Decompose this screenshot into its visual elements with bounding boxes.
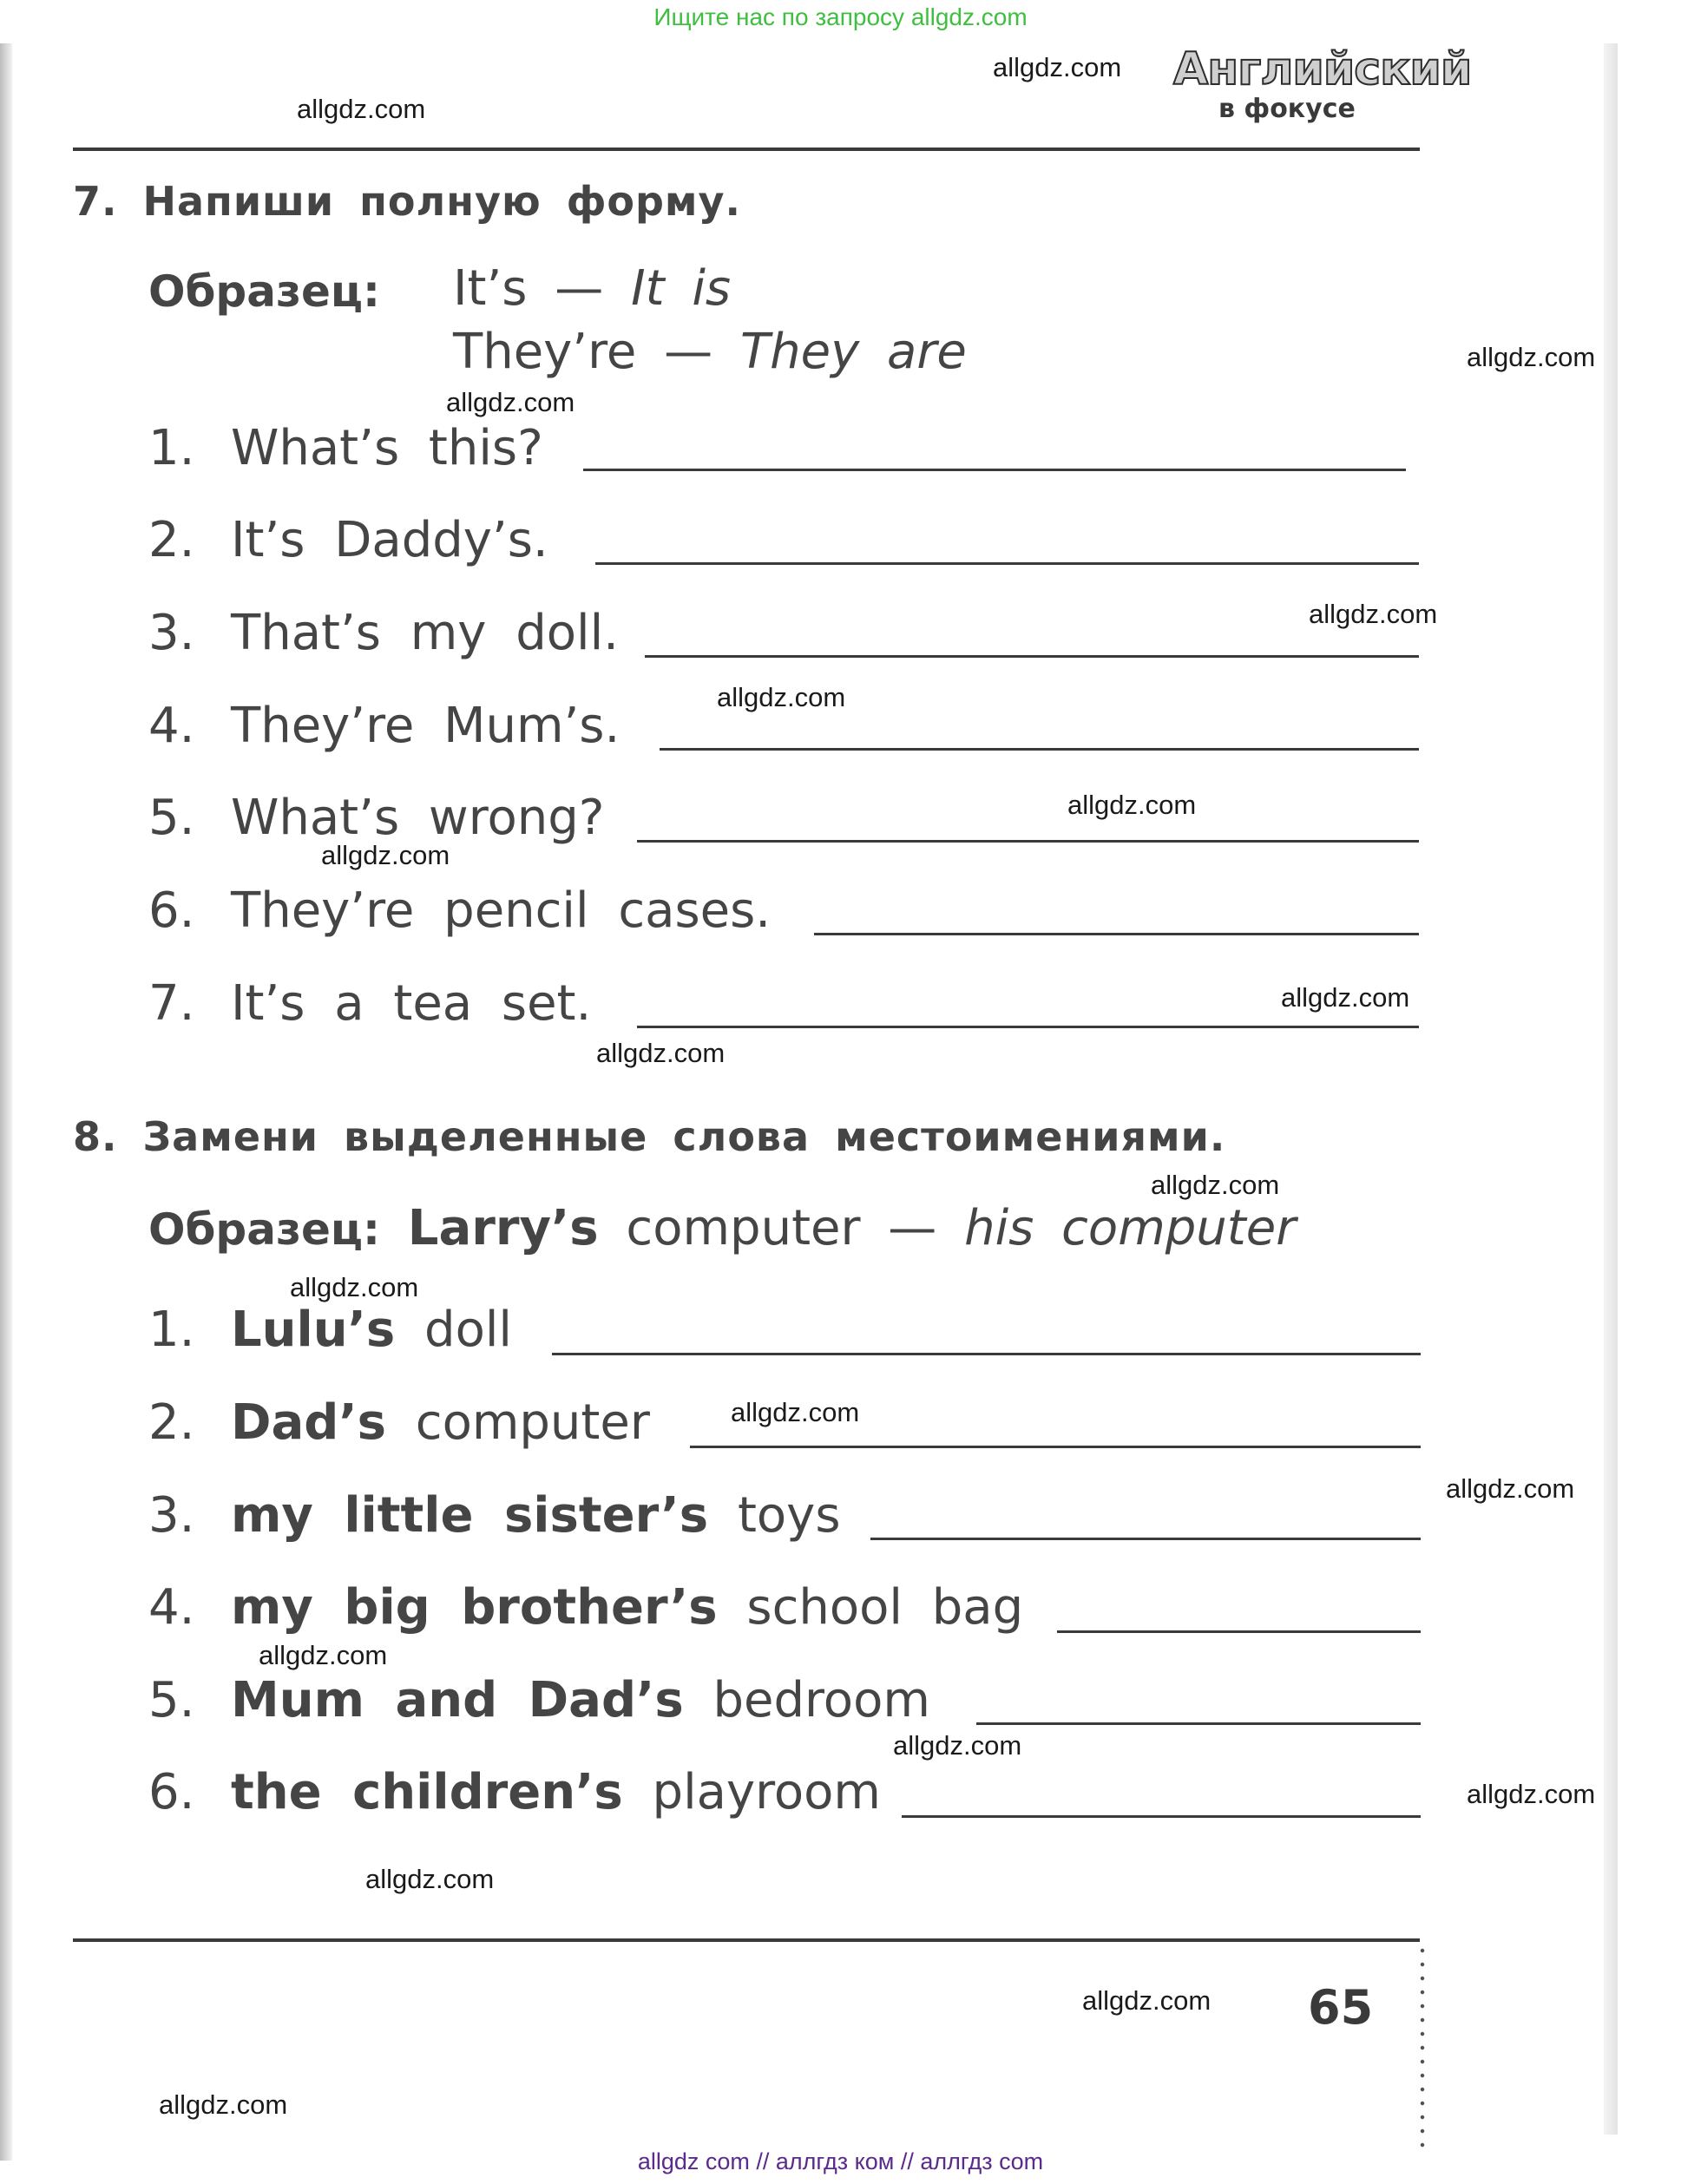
item-highlighted-words: Dad’s: [231, 1394, 386, 1451]
sample-1-contraction: It’s —: [453, 260, 604, 317]
watermark: allgdz.com: [365, 1864, 495, 1894]
watermark: allgdz.com: [259, 1640, 388, 1670]
item-highlighted-words: the children’s: [231, 1764, 623, 1820]
exercise-8-heading: 8. Замени выделенные слова местоимениями.: [73, 1113, 1226, 1160]
sample-1-full-form: It is: [631, 260, 732, 317]
item-number: 1.: [148, 1302, 195, 1358]
exercise-7-heading: 7. Напиши полную форму.: [73, 178, 741, 225]
page-right-edge: [1604, 43, 1618, 2135]
book-logo: [1173, 43, 1472, 130]
binding-dots: [1420, 1944, 1425, 2152]
ex7-item-2: [148, 512, 548, 568]
watermark: allgdz.com: [717, 682, 846, 712]
logo-title: Английский: [1173, 43, 1472, 95]
watermark: allgdz.com: [159, 2089, 288, 2120]
page-number: 65: [1308, 1980, 1374, 2035]
sample-2-full-form: They are: [739, 324, 967, 380]
ex7-item-3: [148, 605, 619, 661]
item-number: 5.: [148, 1672, 195, 1728]
ex8-item-6: [148, 1764, 881, 1820]
watermark: allgdz.com: [731, 1397, 860, 1427]
item-number: 3.: [148, 605, 195, 661]
ex7-item-6: [148, 882, 771, 939]
item-text: It’s Daddy’s.: [231, 512, 548, 568]
watermark: allgdz.com: [1467, 342, 1596, 372]
watermark: allgdz.com: [893, 1730, 1022, 1761]
ex7-item-5: [148, 790, 605, 846]
watermark: allgdz.com: [596, 1038, 726, 1068]
item-object: bedroom: [712, 1672, 930, 1728]
item-text: What’s this?: [231, 420, 543, 476]
item-number: 1.: [148, 420, 195, 476]
item-object: school bag: [746, 1579, 1024, 1636]
ex7-answer-line-5[interactable]: [637, 840, 1419, 843]
ex8-item-4: [148, 1579, 1023, 1636]
item-object: playroom: [652, 1764, 881, 1820]
watermark: allgdz.com: [1082, 1985, 1212, 2016]
exercise-8-sample-label: Образец:: [148, 1204, 380, 1255]
ex8-answer-line-2[interactable]: [690, 1446, 1421, 1448]
item-object: toys: [737, 1487, 841, 1544]
sample-answer: his computer: [964, 1200, 1297, 1256]
watermark: allgdz.com: [446, 387, 575, 417]
item-object: doll: [424, 1302, 512, 1358]
ex7-answer-line-6[interactable]: [814, 933, 1419, 935]
ex8-item-2: [148, 1394, 650, 1451]
ex7-answer-line-3[interactable]: [645, 655, 1419, 658]
header-rule: [73, 148, 1420, 151]
item-number: 2.: [148, 512, 195, 568]
logo-subtitle: в фокусе: [1218, 94, 1356, 124]
item-number: 5.: [148, 790, 195, 846]
ex8-answer-line-1[interactable]: [552, 1353, 1421, 1355]
item-text: It’s a tea set.: [231, 975, 592, 1032]
ex7-answer-line-4[interactable]: [660, 748, 1419, 751]
exercise-7-sample-line-1: [453, 260, 731, 317]
item-text: They’re pencil cases.: [231, 882, 772, 939]
sample-object: computer —: [626, 1200, 937, 1256]
watermark: allgdz.com: [1446, 1473, 1575, 1504]
item-number: 4.: [148, 1579, 195, 1636]
ex8-answer-line-4[interactable]: [1057, 1630, 1421, 1633]
ex8-item-1: [148, 1302, 512, 1358]
ex7-answer-line-7[interactable]: [637, 1026, 1419, 1028]
item-number: 6.: [148, 1764, 195, 1820]
watermark: allgdz.com: [1151, 1170, 1280, 1200]
search-banner[interactable]: Ищите нас по запросу allgdz.com: [653, 3, 1028, 30]
ex8-item-3: [148, 1487, 841, 1544]
watermark: allgdz.com: [993, 52, 1122, 82]
ex8-answer-line-5[interactable]: [976, 1722, 1421, 1725]
ex7-item-4: [148, 698, 620, 754]
watermark: allgdz.com: [297, 94, 426, 124]
exercise-7-sample-label: Образец:: [148, 266, 380, 317]
exercise-7-sample-line-2: [453, 324, 967, 380]
item-highlighted-words: Mum and Dad’s: [231, 1672, 684, 1728]
item-number: 6.: [148, 882, 195, 939]
ex7-item-7: [148, 975, 591, 1032]
exercise-8-sample: [148, 1200, 1296, 1256]
footer-rule: [73, 1938, 1420, 1942]
footer-banner[interactable]: allgdz com // аллгдз ком // аллгдз com: [637, 2148, 1044, 2174]
watermark: allgdz.com: [1309, 599, 1438, 629]
sample-noun: Larry’s: [407, 1200, 599, 1256]
watermark: allgdz.com: [321, 840, 450, 870]
item-highlighted-words: Lulu’s: [231, 1302, 396, 1358]
ex7-answer-line-1[interactable]: [583, 469, 1406, 471]
item-text: They’re Mum’s.: [231, 698, 621, 754]
watermark: allgdz.com: [290, 1272, 419, 1302]
page-left-shadow: [0, 43, 12, 2161]
ex7-answer-line-2[interactable]: [595, 562, 1419, 565]
item-text: That’s my doll.: [231, 605, 619, 661]
ex7-item-1: [148, 420, 543, 476]
item-number: 4.: [148, 698, 195, 754]
item-highlighted-words: my little sister’s: [231, 1487, 709, 1544]
ex8-answer-line-6[interactable]: [902, 1815, 1421, 1818]
watermark: allgdz.com: [1281, 982, 1410, 1013]
item-object: computer: [415, 1394, 650, 1451]
item-number: 3.: [148, 1487, 195, 1544]
watermark: allgdz.com: [1067, 790, 1197, 820]
item-number: 7.: [148, 975, 195, 1032]
watermark: allgdz.com: [1467, 1779, 1596, 1809]
item-number: 2.: [148, 1394, 195, 1451]
ex8-answer-line-3[interactable]: [870, 1538, 1421, 1540]
item-highlighted-words: my big brother’s: [231, 1579, 718, 1636]
sample-2-contraction: They’re —: [453, 324, 713, 380]
ex8-item-5: [148, 1672, 930, 1728]
item-text: What’s wrong?: [231, 790, 605, 846]
